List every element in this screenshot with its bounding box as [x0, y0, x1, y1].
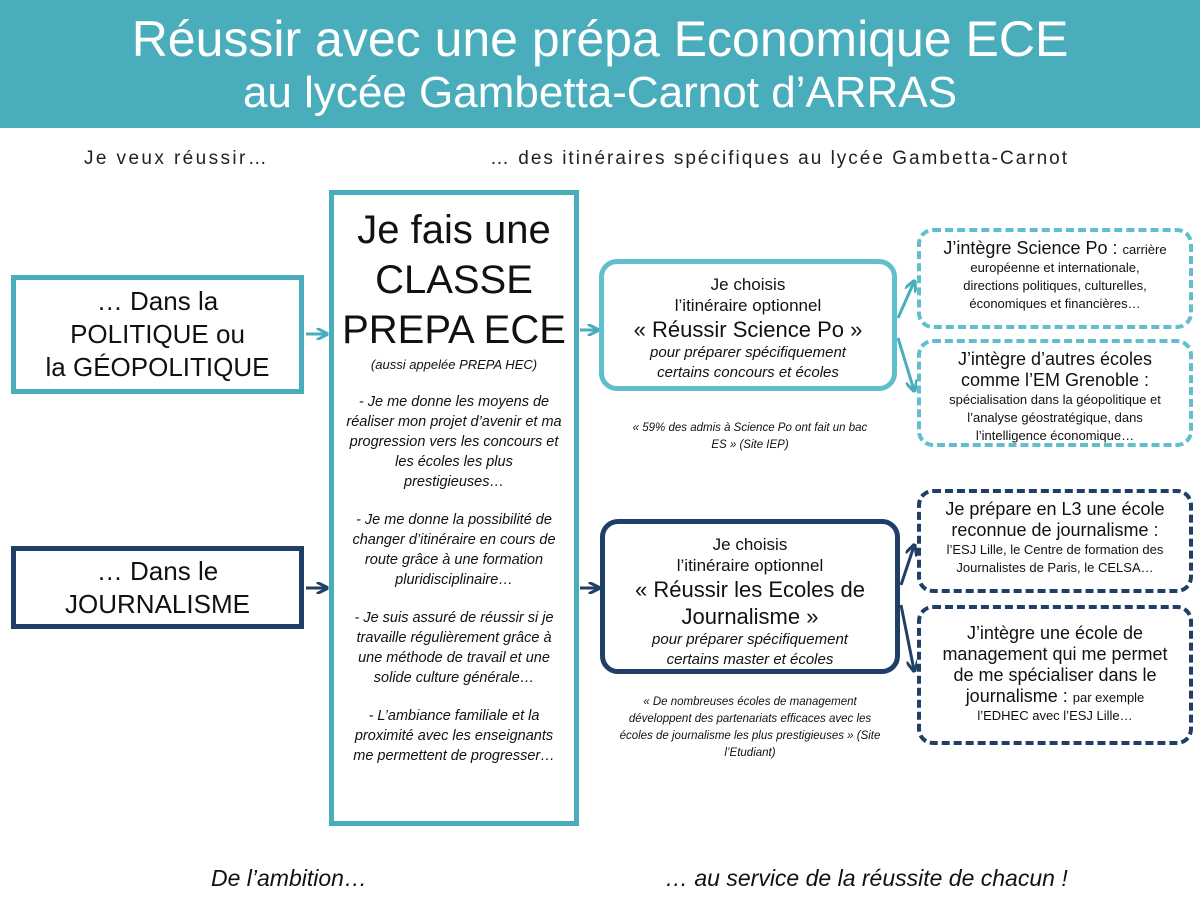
- r3-text1: l’ESJ Lille, le Centre de formation des: [946, 542, 1164, 557]
- box-politique: [11, 275, 304, 394]
- r4-head1: J’intègre une école de: [966, 623, 1144, 643]
- box-integre-management: [917, 605, 1193, 745]
- box-prepa-ece: [329, 190, 579, 826]
- box-integre-science-po: [917, 228, 1193, 329]
- quote-jo-line3: les écoles de journalisme les plus: [619, 713, 872, 742]
- box-journalisme: [11, 546, 304, 629]
- prepa-title: [334, 205, 574, 355]
- box-politique-line2: POLITIQUE ou: [70, 319, 245, 349]
- prepa-paragraph-2: - Je me donne la possibilité de changer d’itinéraire en cours de route grâce à une formation pluridisciplinaire…: [352, 512, 556, 588]
- quote-jo-line4: prestigieuses » (Site l’Etudiant): [724, 730, 881, 759]
- r4-sep: :: [1057, 686, 1073, 706]
- r2-sep: :: [1139, 370, 1150, 390]
- arrow-sciencepo-up: [898, 282, 914, 318]
- jo-desc2: certains master et écoles: [666, 651, 834, 668]
- r1-text3: directions politiques, culturelles,: [963, 278, 1147, 293]
- jo-title1: « Réussir les Ecoles de: [635, 577, 865, 602]
- r4-text2: l’EDHEC avec l’ESJ Lille…: [977, 708, 1133, 723]
- jo-line2: l’itinéraire optionnel: [676, 556, 824, 575]
- box-journalisme-line1: … Dans le: [96, 555, 219, 586]
- prepa-paragraph-4: - L’ambiance familiale et la proximité avec les enseignants me permettent de progresser…: [353, 708, 555, 764]
- sp-desc1: pour préparer spécifiquement: [650, 344, 846, 361]
- jo-title2: Journalisme »: [681, 604, 819, 629]
- r4-head3: de me spécialiser dans le: [953, 665, 1157, 685]
- r2-text1: spécialisation dans la géopolitique et: [949, 392, 1161, 407]
- sp-title: « Réussir Science Po »: [633, 317, 863, 342]
- jo-desc1: pour préparer spécifiquement: [652, 631, 848, 648]
- prepa-title-line2: CLASSE: [375, 258, 533, 302]
- r4-head4-row: [931, 686, 1179, 707]
- sp-desc2: certains concours et écoles: [657, 364, 839, 381]
- r1-sep: :: [1107, 238, 1123, 258]
- arrow-journalisme-up: [901, 546, 914, 585]
- quote-journalisme: [612, 694, 888, 762]
- page-title: Réussir avec une prépa Economique ECE: [131, 11, 1069, 67]
- r2-text3: l’intelligence économique…: [975, 428, 1135, 443]
- box-politique-line3: la GÉOPOLITIQUE: [45, 352, 270, 382]
- r3-head2-row: [931, 520, 1179, 541]
- quote-sp-line1: « 59% des admis à Science Po ont: [632, 422, 812, 434]
- quote-jo-line1: « De nombreuses écoles de management: [643, 696, 857, 708]
- subheading-right: … des itinéraires spécifiques au lycée Gambetta-Carnot: [490, 148, 1070, 169]
- r1-head-row: [931, 238, 1179, 259]
- box-politique-line1: … Dans la: [96, 286, 219, 316]
- box-integre-em-grenoble: [917, 339, 1193, 447]
- r4-text1: par exemple: [1072, 690, 1145, 705]
- r1-text2: européenne et internationale,: [970, 260, 1140, 275]
- quote-science-po: [625, 420, 875, 454]
- box-itineraire-science-po: [599, 259, 897, 391]
- prepa-title-line1: Je fais une: [357, 208, 551, 252]
- prepa-aka: (aussi appelée PREPA HEC): [370, 357, 538, 372]
- header-banner: [0, 0, 1200, 128]
- footer-left: De l’ambition…: [211, 865, 367, 891]
- box-prepare-l3: [917, 489, 1193, 593]
- r1-text1: carrière: [1122, 242, 1167, 257]
- r3-head1: Je prépare en L3 une école: [945, 499, 1165, 519]
- r3-sep: :: [1148, 520, 1159, 540]
- r2-head1: J’intègre d’autres écoles: [957, 349, 1153, 369]
- r1-head: J’intègre Science Po: [943, 238, 1108, 258]
- footer-right: … au service de la réussite de chacun !: [665, 865, 1068, 891]
- r3-text2: Journalistes de Paris, le CELSA…: [956, 560, 1154, 575]
- r2-head2: comme l’EM Grenoble: [960, 370, 1140, 390]
- r4-head2: management qui me permet: [942, 644, 1168, 664]
- r2-text2: l’analyse géostratégique, dans: [967, 410, 1143, 425]
- sp-line1: Je choisis: [710, 275, 786, 294]
- box-journalisme-line2: JOURNALISME: [65, 588, 250, 619]
- prepa-paragraph-3: - Je suis assuré de réussir si je travaille régulièrement grâce à une méthode de travail et une solide culture générale…: [354, 610, 554, 686]
- r4-head4: journalisme: [965, 686, 1058, 706]
- r3-head2: reconnue de journalisme: [951, 520, 1149, 540]
- quote-jo-line2: développent des partenariats efficaces avec: [628, 713, 854, 725]
- prepa-title-line3: PREPA ECE: [342, 308, 566, 352]
- prepa-paragraph-1: - Je me donne les moyens de réaliser mon projet d’avenir et ma progression vers les concours et les écoles les plus prestigieuses…: [346, 394, 562, 490]
- arrow-journalisme-down: [901, 605, 914, 670]
- jo-line1: Je choisis: [712, 535, 788, 554]
- page-subtitle: au lycée Gambetta-Carnot d’ARRAS: [242, 68, 958, 117]
- sp-line2: l’itinéraire optionnel: [674, 296, 822, 315]
- subheading-left: Je veux réussir…: [84, 148, 270, 169]
- r1-text4: économiques et financières…: [969, 296, 1141, 311]
- r2-head2-row: [931, 370, 1179, 391]
- arrow-sciencepo-down: [898, 338, 914, 390]
- quote-sp-line2: fait un bac ES » (Site IEP): [711, 422, 868, 451]
- box-itineraire-journalisme: [600, 519, 900, 674]
